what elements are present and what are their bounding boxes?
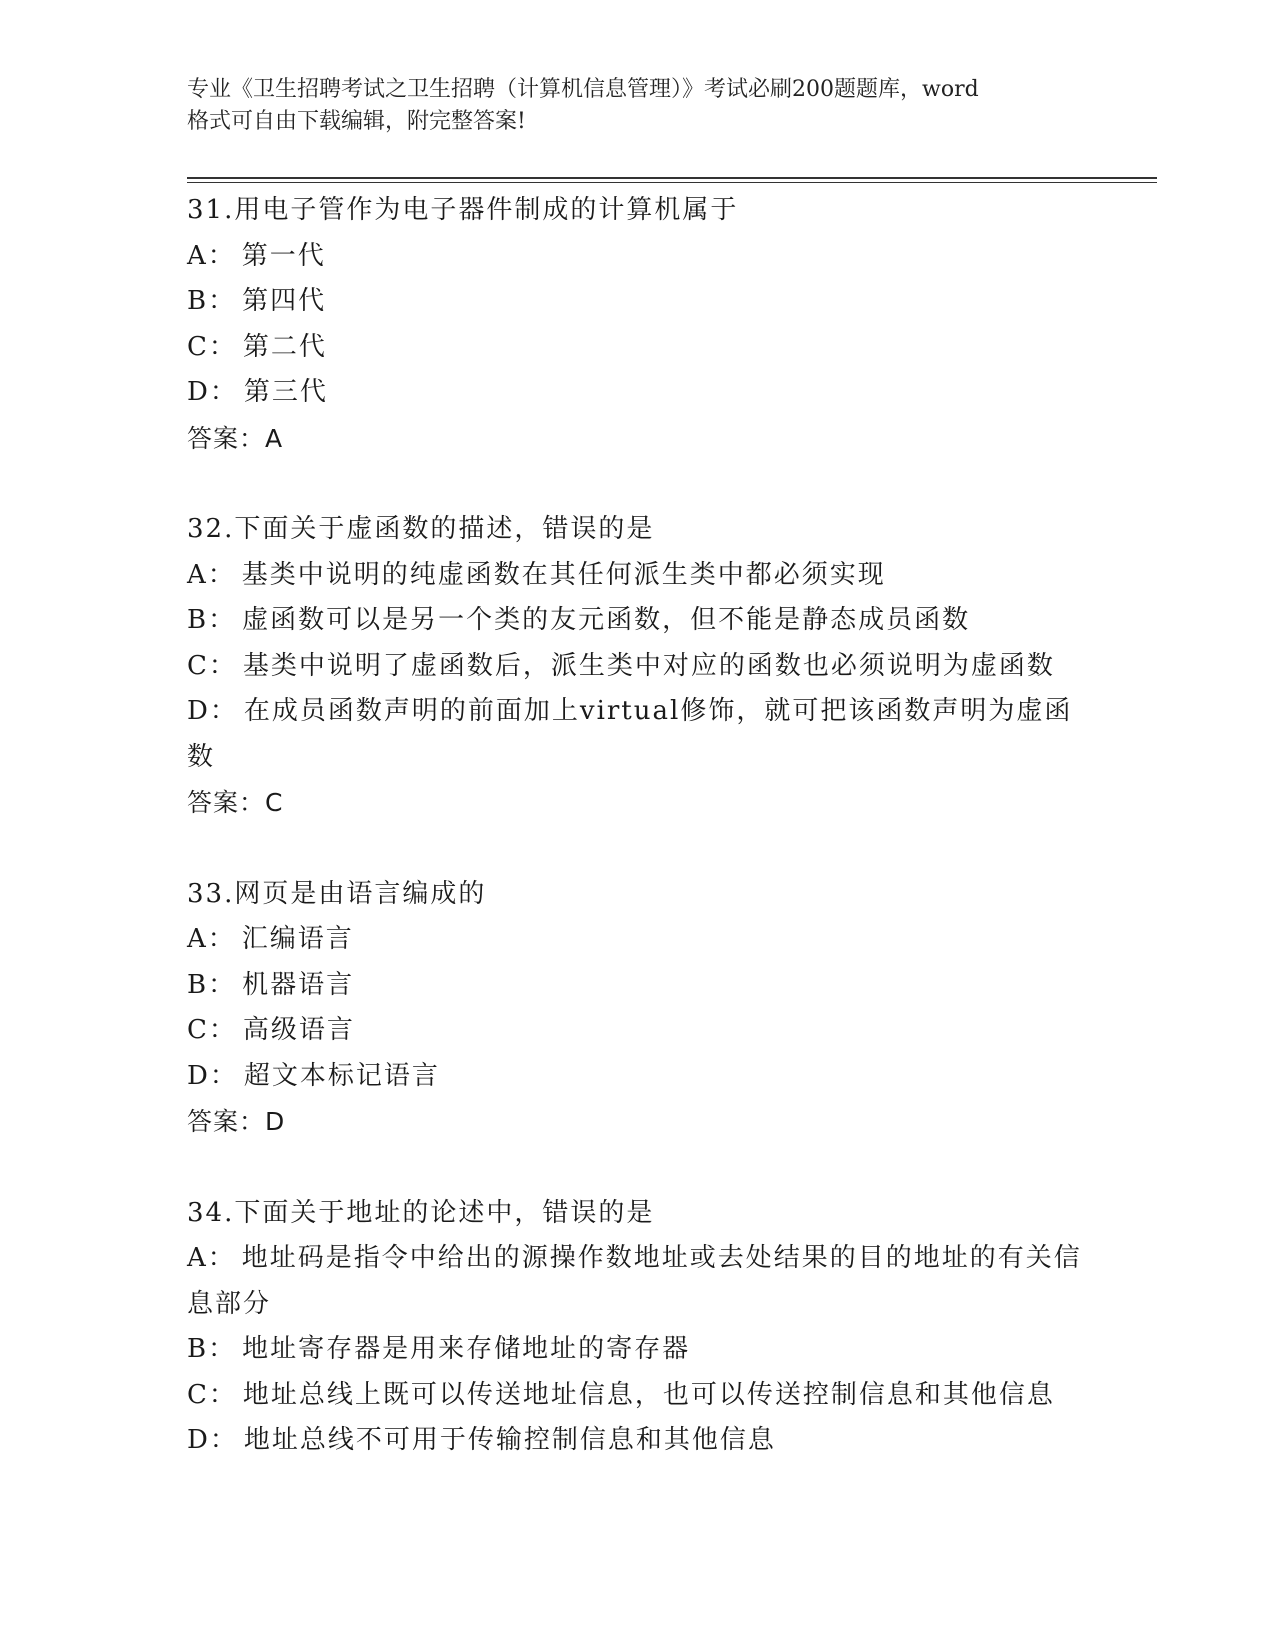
option-letter: B ： [187,605,242,635]
option-letter: A ： [187,1243,242,1273]
header-divider [187,177,1157,179]
question-stem [187,188,1087,234]
header-line-2: 格式可自由下载编辑，附完整答案! [187,109,526,134]
option-a [187,553,1087,599]
option-d [187,370,1087,416]
option-a [187,234,1087,280]
option-d [187,1418,1087,1464]
option-letter: C ： [187,1015,243,1045]
question-stem [187,872,1087,918]
question-31 [187,188,1087,461]
option-letter: A ： [187,560,242,590]
option-text: 超文本标记语言 [243,1060,440,1091]
option-letter: D ： [187,377,244,407]
question-text: 用电子管作为电子器件制成的计算机属于 [234,195,739,225]
option-d [187,689,1087,780]
answer-label: 答案 ： [187,424,265,453]
option-text: 虚函数可以是另一个类的友元函数，但不能是静态成员函数 [242,605,971,635]
answer-label: 答案 ： [187,788,265,817]
option-letter: B ： [187,286,242,316]
option-b [187,279,1087,325]
option-a [187,917,1087,963]
question-stem [187,1191,1087,1237]
option-a [187,1236,1087,1327]
option-letter: A ： [187,924,242,954]
option-c [187,1008,1087,1054]
option-text: 第四代 [242,286,327,316]
option-c [187,325,1087,371]
option-text: 第一代 [241,240,326,271]
answer-label: 答案 ： [187,1107,265,1136]
option-text: 地址码是指令中给出的源操作数地址或去处结果的目的地址的有关信息部分 [187,1243,1082,1319]
option-c [187,1373,1087,1419]
answer-line [187,780,1087,826]
answer-value: D [265,1107,286,1136]
option-letter: C ： [187,332,243,362]
question-number: 34. [187,1197,235,1228]
question-list [187,188,1087,1464]
question-number: 31. [187,195,235,225]
answer-line [187,1099,1087,1145]
option-text: 基类中说明了虚函数后，派生类中对应的函数也必须说明为虚函数 [242,650,1055,681]
question-number: 33. [187,878,235,909]
option-letter: D ： [187,1061,244,1091]
option-text: 高级语言 [242,1015,355,1045]
option-b [187,963,1087,1009]
header-divider-thin [187,182,1157,183]
option-text: 在成员函数声明的前面加上virtual修饰，就可把该函数声明为虚函数 [187,696,1073,772]
option-letter: B ： [187,970,242,1000]
option-letter: C ： [187,651,243,681]
option-text: 汇编语言 [241,924,354,954]
question-text: 下面关于地址的论述中，错误的是 [234,1197,655,1228]
option-text: 地址总线不可用于传输控制信息和其他信息 [243,1425,776,1455]
answer-line [187,416,1087,462]
question-34 [187,1191,1087,1464]
question-text: 网页是由语言编成的 [234,878,487,909]
question-text: 下面关于虚函数的描述，错误的是 [234,514,655,544]
option-letter: C ： [187,1380,243,1410]
option-letter: B ： [187,1334,242,1364]
answer-value: A [265,423,284,453]
answer-value: C [265,788,284,817]
option-c [187,644,1087,690]
option-letter: D ： [187,1425,244,1455]
option-d [187,1054,1087,1100]
option-text: 机器语言 [242,969,355,1000]
question-32 [187,507,1087,826]
option-b [187,1327,1087,1373]
question-stem [187,507,1087,553]
question-number: 32. [187,514,235,544]
option-text: 第三代 [243,377,328,407]
option-b [187,598,1087,644]
option-letter: D ： [187,696,244,726]
document-header [187,74,1087,138]
option-text: 基类中说明的纯虚函数在其任何派生类中都必须实现 [241,559,886,590]
header-line-1: 专业《卫生招聘考试之卫生招聘（计算机信息管理）》考试必刷200题题库，word [187,77,979,102]
question-33 [187,872,1087,1145]
option-text: 地址总线上既可以传送地址信息，也可以传送控制信息和其他信息 [242,1379,1055,1410]
option-text: 第二代 [242,331,327,362]
option-text: 地址寄存器是用来存储地址的寄存器 [242,1334,691,1364]
option-letter: A ： [187,241,242,271]
